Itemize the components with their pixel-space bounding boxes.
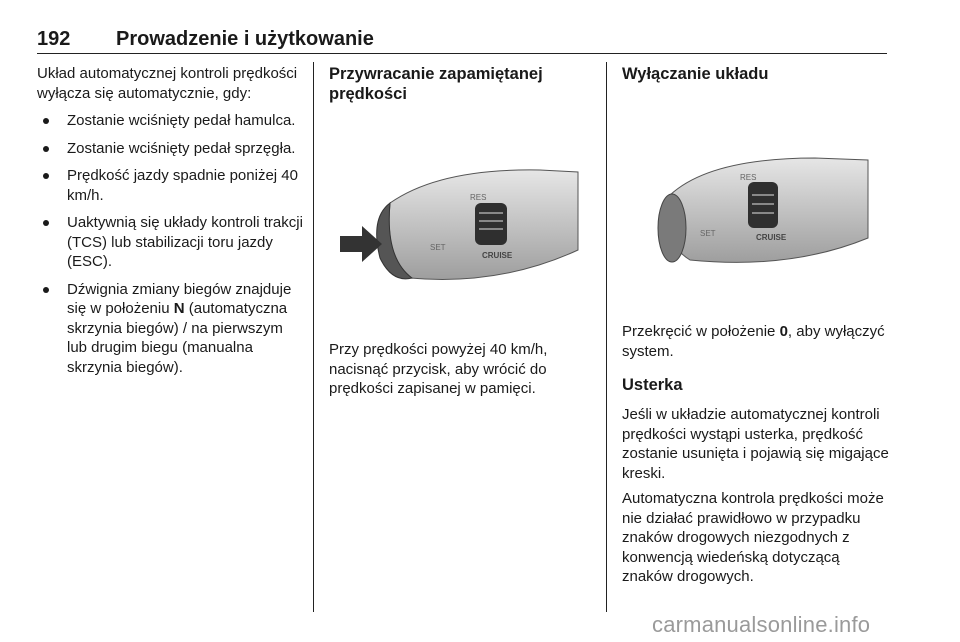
page-header xyxy=(37,28,887,52)
lever-illustration-off xyxy=(640,140,870,270)
list-item xyxy=(37,213,303,272)
column-3 xyxy=(622,64,890,84)
column-2-text xyxy=(329,340,591,399)
deactivation-list xyxy=(37,111,303,377)
push-arrow-icon xyxy=(340,226,382,262)
column-3-text xyxy=(622,322,890,587)
list-item xyxy=(37,166,303,205)
column-divider-2 xyxy=(606,62,607,612)
bullet-icon xyxy=(43,118,49,124)
bullet-icon xyxy=(43,287,49,293)
list-item-text: Uaktywnią się układy kontroli trakcji (TCS) lub stabilizacji toru jazdy (ESC). xyxy=(67,214,303,270)
list-item xyxy=(37,280,303,378)
lever-label-cruise: CRUISE xyxy=(756,233,787,242)
lever-label-set: SET xyxy=(700,229,716,238)
watermark: carmanualsonline.info xyxy=(652,612,871,637)
bullet-icon xyxy=(43,220,49,226)
section-heading-off: Wyłączanie układu xyxy=(622,65,769,83)
resume-paragraph: Przy prędkości powyżej 40 km/h, nacisnąć przycisk, aby wrócić do prędkości zapisanej w pamięci. xyxy=(329,341,548,397)
header-divider xyxy=(37,53,887,54)
list-item-text: Zostanie wciśnięty pedał sprzęgła. xyxy=(67,139,296,157)
thumbwheel xyxy=(475,203,507,245)
page-number: 192 xyxy=(37,28,71,50)
column-1 xyxy=(37,64,303,377)
intro-paragraph: Układ automatycznej kontroli prędkości wyłącza się automatycznie, gdy: xyxy=(37,65,298,102)
gear-position-n: N xyxy=(173,300,185,317)
fault-paragraph-1: Jeśli w układzie automatycznej kontroli prędkości wystąpi usterka, prędkość zostanie usunięta i pojawią się migające kreski. xyxy=(622,406,889,482)
fault-paragraph-2: Automatyczna kontrola prędkości może nie działać prawidłowo w przypadku znaków drogowych niezgodnych z konwencją wiedeńską dotyczącą znaków drogowych. xyxy=(622,490,884,585)
off-text-b: , aby wyłączyć system. xyxy=(622,323,885,360)
off-paragraph xyxy=(622,322,890,361)
section-heading-fault: Usterka xyxy=(622,376,683,394)
lever-label-cruise: CRUISE xyxy=(482,251,513,260)
bullet-icon xyxy=(43,173,49,179)
bullet-icon xyxy=(43,146,49,152)
lever-label-res: RES xyxy=(740,173,757,182)
column-2 xyxy=(329,64,591,104)
list-item xyxy=(37,139,303,159)
section-heading-resume: Przywracanie zapamiętanej prędkości xyxy=(329,65,543,103)
column-divider-1 xyxy=(313,62,314,612)
list-item xyxy=(37,111,303,131)
chapter-title: Prowadzenie i użytkowanie xyxy=(116,28,374,50)
lever-label-res: RES xyxy=(470,193,487,202)
list-item-text: Zostanie wciśnięty pedał hamulca. xyxy=(67,112,296,129)
list-item-text-b: (automatyczna skrzynia biegów) / na pierwszym lub drugim biegu (manualna skrzynia biegów). xyxy=(67,300,288,376)
position-zero: 0 xyxy=(779,323,788,340)
lever-label-set: SET xyxy=(430,243,446,252)
lever-illustration-resume xyxy=(330,158,580,288)
list-item-text-a: Dźwignia zmiany biegów znajduje się w położeniu xyxy=(67,280,292,317)
list-item-text: Prędkość jazdy spadnie poniżej 40 km/h. xyxy=(67,167,298,204)
off-text-a: Przekręcić w położenie xyxy=(622,323,780,340)
